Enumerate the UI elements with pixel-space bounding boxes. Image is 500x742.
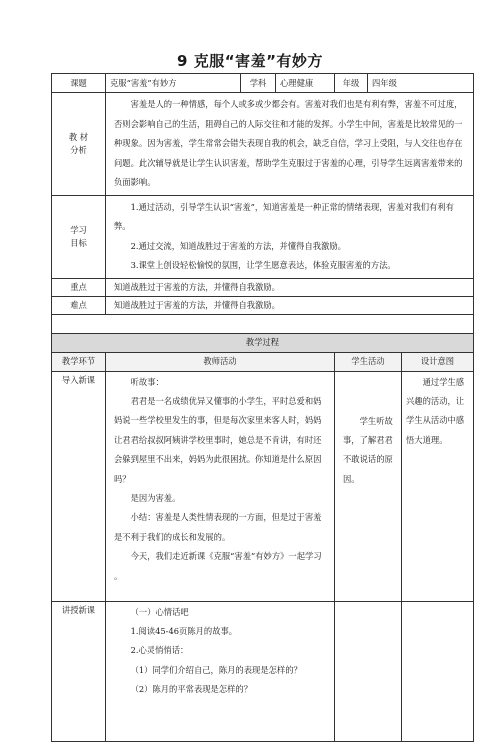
course-label: 课题 [52,74,106,93]
analysis-row [52,93,474,196]
intro-teacher-line: 听故事： [130,376,164,387]
lesson-teacher-line: 1.阅读45-46页陈月的故事。 [130,625,238,636]
intro-teacher-line: 君君是一名成绩优异又懂事的小学生，平时总爱和妈妈说一些学校里发生的事，但是每次家里来客人时，妈妈让君君给叔叔阿姨讲学校里事时，她总是不肯讲，有时还会躲到屋里不出来，妈妈为此很困扰。你知道是什么原因吗？ [114,395,322,484]
lesson-teacher-line: （1）同学们介绍自己，陈月的表现是怎样的？ [130,664,302,675]
intro-teacher-line: 今天，我们走近新课《克服“害羞”有妙方》一起学习 。 [114,551,322,581]
grade-label: 年级 [335,74,368,93]
grade-value: 四年级 [368,74,474,93]
analysis-label: 教 材 分析 [52,93,106,196]
intro-student-activity: 学生听故事，了解君君不敢说话的原因。 [335,371,402,601]
intro-teacher-line: 小结：害羞是人类性情表现的一方面，但是过于害羞是不利于我们的成长和发展的。 [114,512,322,542]
intro-design-intent: 通过学生感兴趣的活动，让学生从活动中感悟大道理。 [402,371,474,601]
lesson-plan-table [51,73,474,742]
header-teacher: 教师活动 [106,352,335,371]
key-point-row [52,278,474,296]
process-heading-row [52,333,474,352]
lesson-design-intent [402,601,474,741]
intro-teacher-activity [106,371,335,601]
lesson-teacher-line: （2）陈月的平常表现是怎样的？ [130,684,253,695]
difficulty-label: 难点 [52,296,106,314]
goal-item: 2.通过交流，知道战胜过于害羞的方法，并懂得自我激励。 [130,240,346,251]
page-title: 9 克服“害羞”有妙方 [177,52,323,70]
goal-item: 1.通过活动，引导学生认识“害羞”，知道害羞是一种正常的情绪表现，害羞对我们有利有弊。 [114,201,454,231]
analysis-text: 害羞是人的一种情感，每个人或多或少都会有。害羞对我们也是有利有弊，害羞不可过度，否则会影响自己的生活，阻碍自己的人际交往和才能的发挥。小学生中间，害羞是比较常见的一种现象。因为害羞，学生常常会错失表现自我的机会，缺乏自信，学习上受阻，与人交往也存在问题。此次辅导就是让学生认识害羞，帮助学生克服过于害羞的心理，引导学生远离害羞带来的负面影响。 [114,99,463,187]
header-student: 学生活动 [335,352,402,371]
key-point-label: 重点 [52,278,106,296]
goals-row [52,195,474,278]
goals-label: 学习 目标 [52,195,106,278]
header-stage: 教学环节 [52,352,106,371]
course-value: 克服“害羞”有妙方 [106,74,241,93]
goal-item: 3.课堂上创设轻松愉悦的氛围，让学生愿意表达，体验克服害羞的方法。 [130,260,396,270]
lesson-student-activity [335,601,402,741]
header-intent: 设计意图 [402,352,474,371]
difficulty-row [52,296,474,314]
process-section-title: 教学过程 [52,333,474,352]
lesson-teacher-line: （一）心情话吧 [130,606,189,617]
lesson-row [52,601,474,741]
key-point-text: 知道战胜过于害羞的方法，并懂得自我激励。 [106,278,474,296]
lesson-stage: 讲授新课 [52,601,106,741]
process-header-row [52,352,474,371]
info-row [52,74,474,93]
difficulty-text: 知道战胜过于害羞的方法，并懂得自我激励。 [106,296,474,314]
intro-row [52,371,474,601]
subject-label: 学科 [241,74,276,93]
lesson-teacher-activity [106,601,335,741]
intro-teacher-line: 是因为害羞。 [130,492,181,503]
goals-cell [106,195,474,278]
analysis-text-cell [106,93,474,196]
intro-stage: 导入新课 [52,371,106,601]
subject-value: 心理健康 [276,74,335,93]
lesson-teacher-line: 2.心灵悄悄话： [130,645,189,656]
spacer-row [52,314,474,333]
